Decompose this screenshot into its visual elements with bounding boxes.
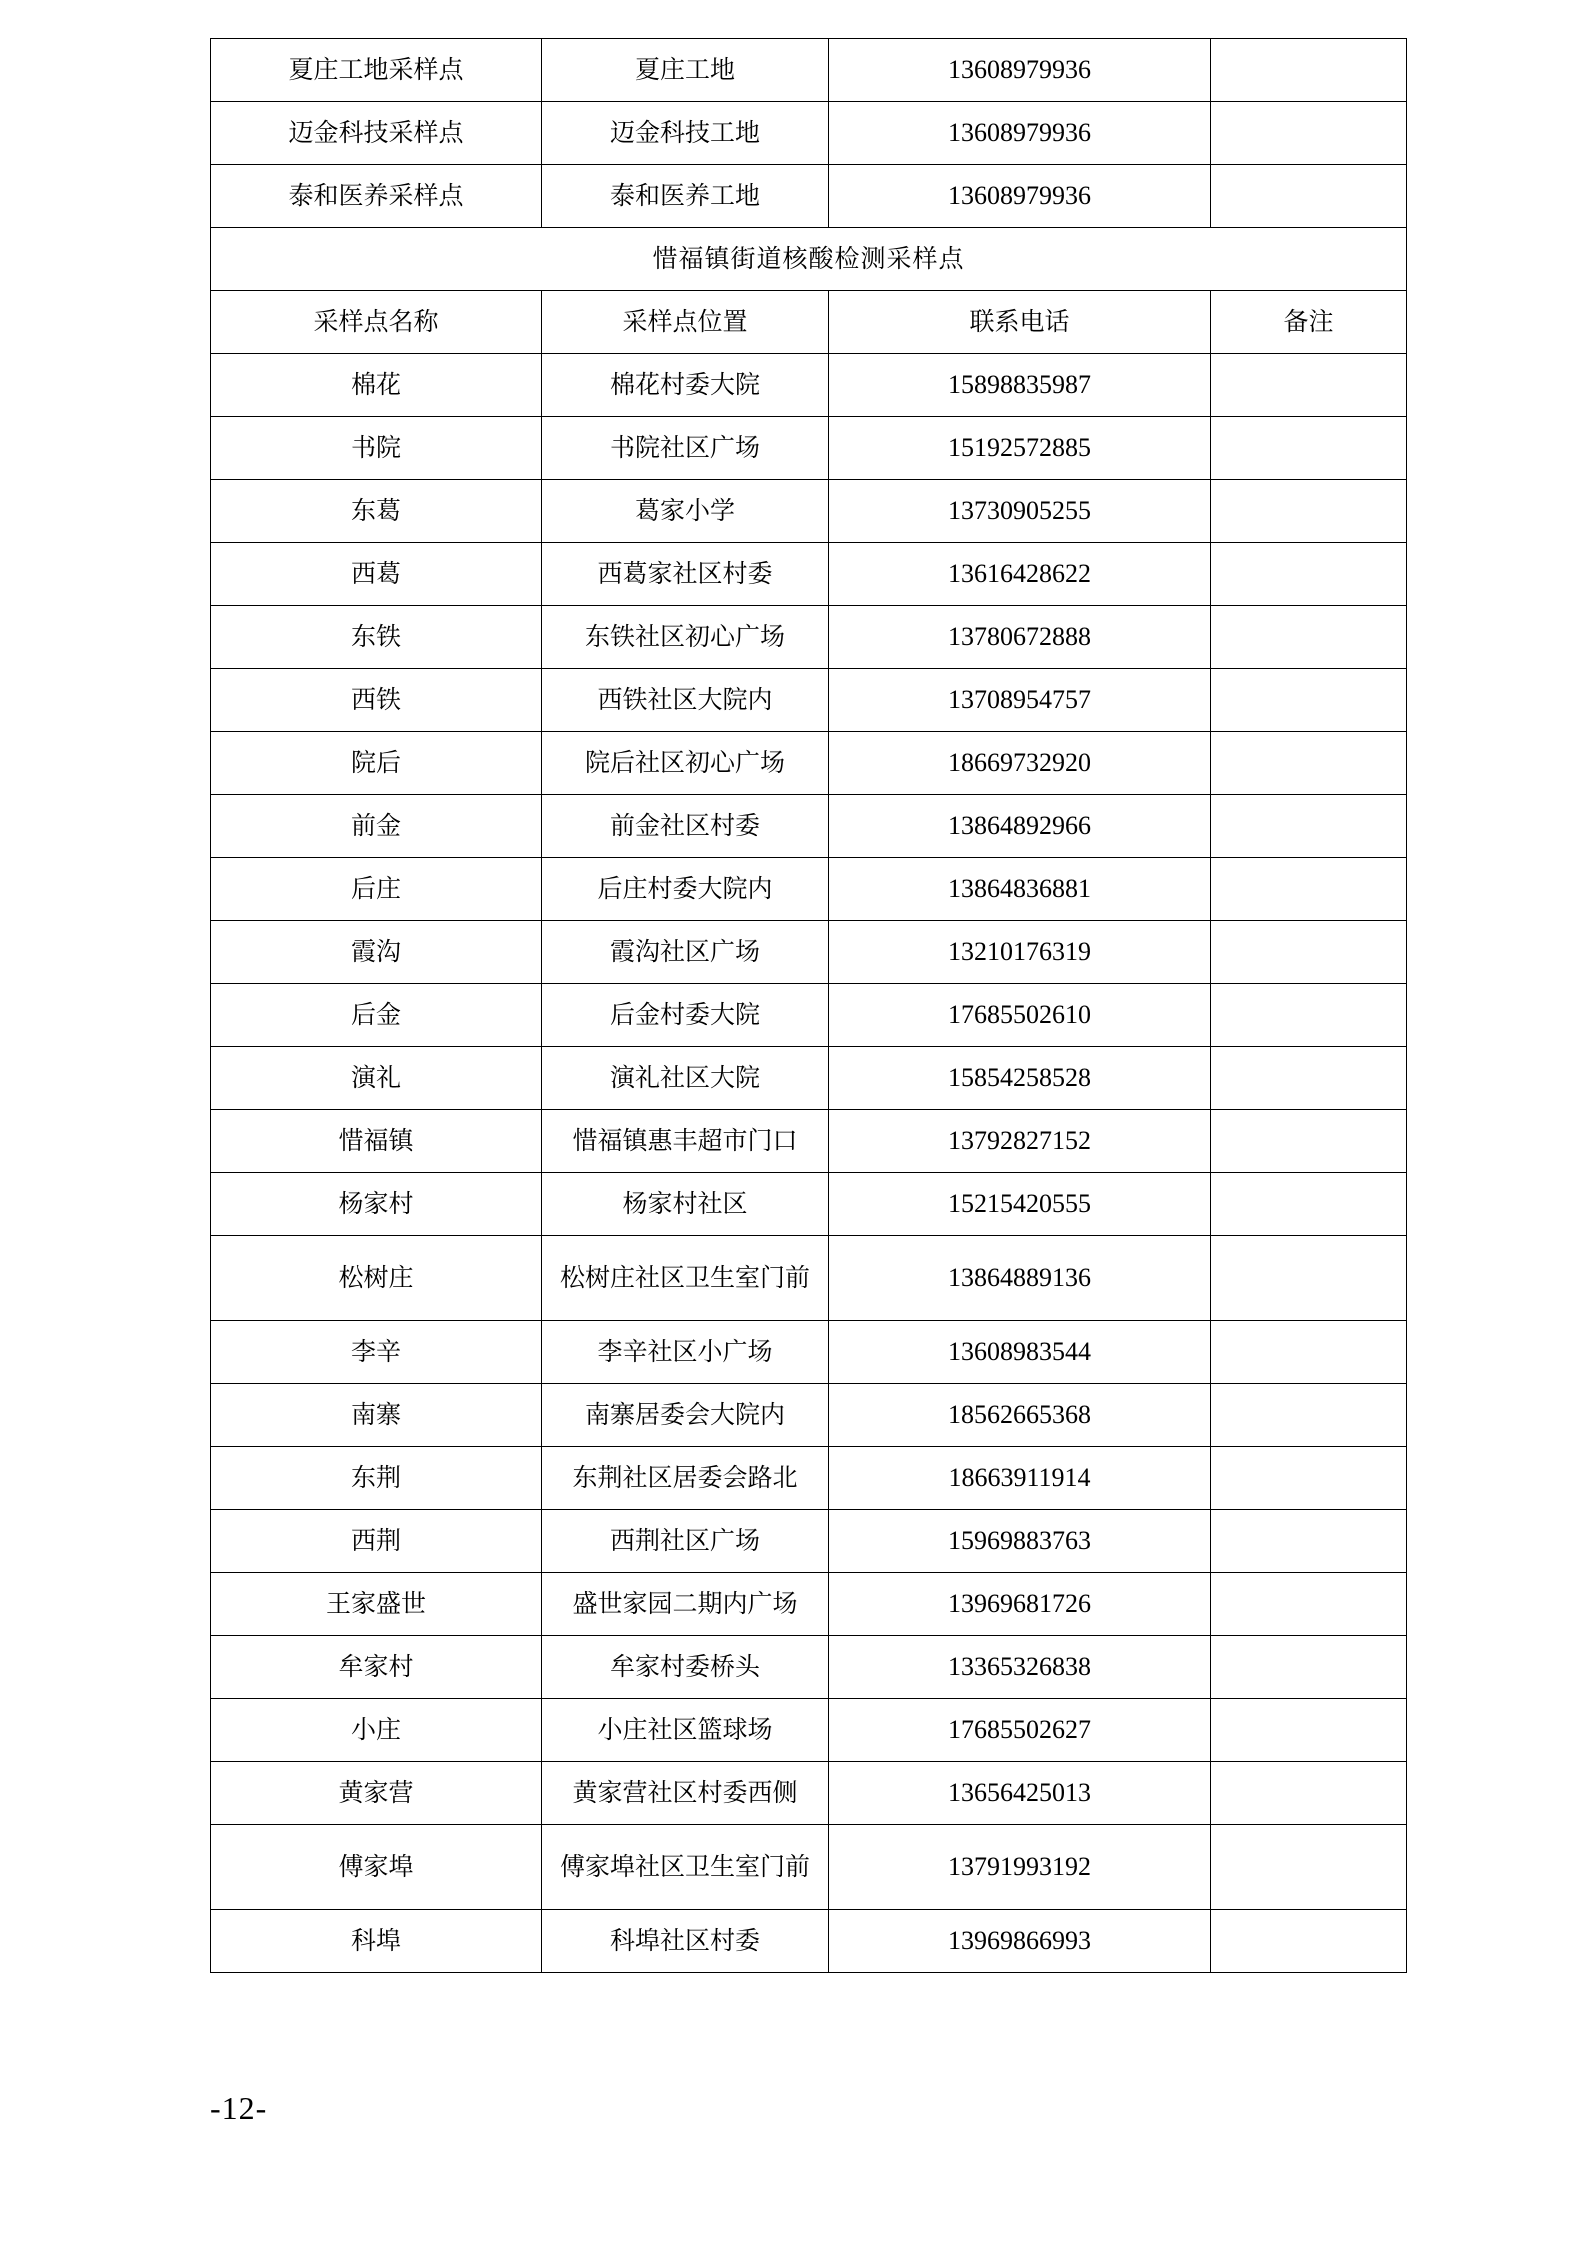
site-name-cell: 李辛 (211, 1321, 542, 1384)
site-location-cell: 后庄村委大院内 (542, 858, 829, 921)
site-location-cell: 傅家埠社区卫生室门前 (542, 1825, 829, 1910)
site-name-cell: 书院 (211, 417, 542, 480)
phone-cell: 17685502627 (829, 1699, 1211, 1762)
section-title: 惜福镇街道核酸检测采样点 (211, 228, 1407, 291)
note-cell (1211, 1321, 1407, 1384)
sampling-points-table (210, 38, 1407, 1973)
phone-cell: 13791993192 (829, 1825, 1211, 1910)
table-row (211, 1447, 1407, 1510)
note-cell (1211, 1447, 1407, 1510)
note-cell (1211, 1699, 1407, 1762)
table-row (211, 732, 1407, 795)
site-location-cell: 霞沟社区广场 (542, 921, 829, 984)
phone-cell: 13864892966 (829, 795, 1211, 858)
phone-cell: 13864836881 (829, 858, 1211, 921)
table-row (211, 858, 1407, 921)
table-row (211, 1236, 1407, 1321)
phone-cell: 13616428622 (829, 543, 1211, 606)
note-cell (1211, 1762, 1407, 1825)
site-name-cell: 后庄 (211, 858, 542, 921)
site-location-cell: 葛家小学 (542, 480, 829, 543)
phone-cell: 15215420555 (829, 1173, 1211, 1236)
table-row (211, 1910, 1407, 1973)
page-number: -12- (210, 2090, 268, 2126)
table-row (211, 1699, 1407, 1762)
note-cell (1211, 480, 1407, 543)
phone-cell: 13365326838 (829, 1636, 1211, 1699)
site-location-cell: 泰和医养工地 (542, 165, 829, 228)
note-cell (1211, 984, 1407, 1047)
site-name-cell: 演礼 (211, 1047, 542, 1110)
site-name-cell: 杨家村 (211, 1173, 542, 1236)
table-row (211, 480, 1407, 543)
site-name-cell: 迈金科技采样点 (211, 102, 542, 165)
site-location-cell: 西铁社区大院内 (542, 669, 829, 732)
site-name-cell: 松树庄 (211, 1236, 542, 1321)
phone-cell: 13730905255 (829, 480, 1211, 543)
table-body (211, 39, 1407, 1973)
table-row (211, 1573, 1407, 1636)
site-location-cell: 东荆社区居委会路北 (542, 1447, 829, 1510)
table-row (211, 102, 1407, 165)
note-cell (1211, 1573, 1407, 1636)
site-location-cell: 棉花村委大院 (542, 354, 829, 417)
site-name-cell: 院后 (211, 732, 542, 795)
note-cell (1211, 732, 1407, 795)
table-row (211, 1173, 1407, 1236)
site-location-cell: 夏庄工地 (542, 39, 829, 102)
note-cell (1211, 606, 1407, 669)
site-name-cell: 惜福镇 (211, 1110, 542, 1173)
table-row (211, 1825, 1407, 1910)
table-row (211, 543, 1407, 606)
site-name-cell: 后金 (211, 984, 542, 1047)
phone-cell: 17685502610 (829, 984, 1211, 1047)
site-location-cell: 迈金科技工地 (542, 102, 829, 165)
site-location-cell: 李辛社区小广场 (542, 1321, 829, 1384)
site-name-cell: 科埠 (211, 1910, 542, 1973)
phone-cell: 13210176319 (829, 921, 1211, 984)
site-name-cell: 小庄 (211, 1699, 542, 1762)
table-row (211, 39, 1407, 102)
site-name-cell: 东铁 (211, 606, 542, 669)
phone-cell: 18669732920 (829, 732, 1211, 795)
site-name-cell: 东葛 (211, 480, 542, 543)
phone-cell: 15192572885 (829, 417, 1211, 480)
site-location-cell: 黄家营社区村委西侧 (542, 1762, 829, 1825)
phone-cell: 18562665368 (829, 1384, 1211, 1447)
header-note: 备注 (1211, 291, 1407, 354)
phone-cell: 13864889136 (829, 1236, 1211, 1321)
note-cell (1211, 354, 1407, 417)
phone-cell: 13708954757 (829, 669, 1211, 732)
header-name: 采样点名称 (211, 291, 542, 354)
site-name-cell: 泰和医养采样点 (211, 165, 542, 228)
site-location-cell: 松树庄社区卫生室门前 (542, 1236, 829, 1321)
phone-cell: 15898835987 (829, 354, 1211, 417)
note-cell (1211, 1236, 1407, 1321)
table-row (211, 165, 1407, 228)
table-row (211, 669, 1407, 732)
phone-cell: 13608983544 (829, 1321, 1211, 1384)
table-row (211, 1384, 1407, 1447)
table-row (211, 984, 1407, 1047)
site-name-cell: 夏庄工地采样点 (211, 39, 542, 102)
site-name-cell: 王家盛世 (211, 1573, 542, 1636)
table-row (211, 795, 1407, 858)
note-cell (1211, 795, 1407, 858)
note-cell (1211, 1173, 1407, 1236)
table-row (211, 1510, 1407, 1573)
phone-cell: 15854258528 (829, 1047, 1211, 1110)
site-name-cell: 霞沟 (211, 921, 542, 984)
table-row (211, 1321, 1407, 1384)
phone-cell: 13792827152 (829, 1110, 1211, 1173)
note-cell (1211, 102, 1407, 165)
note-cell (1211, 1510, 1407, 1573)
site-location-cell: 牟家村委桥头 (542, 1636, 829, 1699)
site-location-cell: 杨家村社区 (542, 1173, 829, 1236)
note-cell (1211, 1384, 1407, 1447)
site-location-cell: 科埠社区村委 (542, 1910, 829, 1973)
note-cell (1211, 1910, 1407, 1973)
site-location-cell: 盛世家园二期内广场 (542, 1573, 829, 1636)
site-location-cell: 书院社区广场 (542, 417, 829, 480)
note-cell (1211, 417, 1407, 480)
site-location-cell: 惜福镇惠丰超市门口 (542, 1110, 829, 1173)
site-name-cell: 傅家埠 (211, 1825, 542, 1910)
header-row (211, 291, 1407, 354)
site-name-cell: 棉花 (211, 354, 542, 417)
site-location-cell: 西荆社区广场 (542, 1510, 829, 1573)
phone-cell: 13969866993 (829, 1910, 1211, 1973)
site-location-cell: 东铁社区初心广场 (542, 606, 829, 669)
table-row (211, 354, 1407, 417)
site-name-cell: 东荆 (211, 1447, 542, 1510)
site-name-cell: 西铁 (211, 669, 542, 732)
phone-cell: 13608979936 (829, 39, 1211, 102)
header-phone: 联系电话 (829, 291, 1211, 354)
note-cell (1211, 1047, 1407, 1110)
section-title-row (211, 228, 1407, 291)
note-cell (1211, 165, 1407, 228)
site-name-cell: 西葛 (211, 543, 542, 606)
site-location-cell: 前金社区村委 (542, 795, 829, 858)
table-row (211, 921, 1407, 984)
phone-cell: 13780672888 (829, 606, 1211, 669)
note-cell (1211, 1825, 1407, 1910)
table-row (211, 1636, 1407, 1699)
table-row (211, 417, 1407, 480)
note-cell (1211, 543, 1407, 606)
note-cell (1211, 39, 1407, 102)
note-cell (1211, 921, 1407, 984)
site-location-cell: 西葛家社区村委 (542, 543, 829, 606)
table-row (211, 1762, 1407, 1825)
site-location-cell: 南寨居委会大院内 (542, 1384, 829, 1447)
table-row (211, 1110, 1407, 1173)
phone-cell: 13608979936 (829, 102, 1211, 165)
header-location: 采样点位置 (542, 291, 829, 354)
table-row (211, 1047, 1407, 1110)
phone-cell: 13656425013 (829, 1762, 1211, 1825)
note-cell (1211, 669, 1407, 732)
note-cell (1211, 858, 1407, 921)
phone-cell: 18663911914 (829, 1447, 1211, 1510)
site-location-cell: 演礼社区大院 (542, 1047, 829, 1110)
site-name-cell: 前金 (211, 795, 542, 858)
table-row (211, 606, 1407, 669)
phone-cell: 15969883763 (829, 1510, 1211, 1573)
phone-cell: 13608979936 (829, 165, 1211, 228)
phone-cell: 13969681726 (829, 1573, 1211, 1636)
site-name-cell: 西荆 (211, 1510, 542, 1573)
site-name-cell: 牟家村 (211, 1636, 542, 1699)
site-location-cell: 小庄社区篮球场 (542, 1699, 829, 1762)
site-name-cell: 南寨 (211, 1384, 542, 1447)
note-cell (1211, 1636, 1407, 1699)
site-location-cell: 院后社区初心广场 (542, 732, 829, 795)
site-location-cell: 后金村委大院 (542, 984, 829, 1047)
note-cell (1211, 1110, 1407, 1173)
site-name-cell: 黄家营 (211, 1762, 542, 1825)
